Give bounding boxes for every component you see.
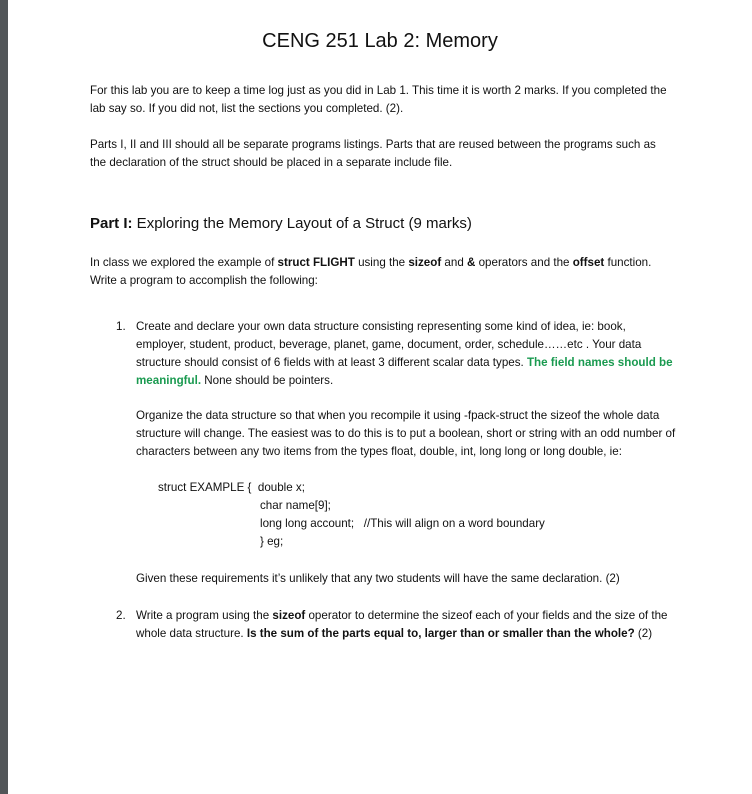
part1-title: Exploring the Memory Layout of a Struct (9 marks) (132, 215, 472, 232)
item2-question: Is the sum of the parts equal to, larger than or smaller than the whole? (246, 627, 635, 640)
item2-marks: (2) (634, 627, 653, 640)
part1-desc-text: and (441, 256, 467, 269)
item1-paragraph-requirements: Given these requirements it’s unlikely that any two students will have the same declaration. (2) (136, 572, 620, 585)
page-title: CENG 251 Lab 2: Memory (262, 30, 498, 52)
part1-desc-text: function. Write a program to accomplish the following: (90, 256, 652, 287)
item1-paragraph-organize: Organize the data structure so that when you recompile it using -fpack-struct the sizeof the whole data structure will change. The easiest was to do this is to put a boolean, short or string with an odd number of characters between any two items from the types float, double, int, long long or long double, ie: (136, 409, 676, 458)
part1-heading (90, 214, 690, 234)
item2-number: 2. (116, 609, 126, 622)
item2-text-part: Write a program using the (136, 609, 273, 622)
item1-text-part: Create and declare your own data structure consisting representing some kind of idea, ie: book, employer, student, product, beverage, planet, game, document, order, schedule……etc . Your data structure should consist of 6 fields with at least 3 different scalar data types. (136, 320, 642, 369)
part1-label: Part I: (90, 215, 133, 232)
item2-text (136, 607, 676, 643)
part1-desc-ampersand: & (467, 256, 476, 269)
code-line-end: } eg; (260, 535, 284, 548)
part1-desc-text: In class we explored the example of (90, 256, 278, 269)
intro-paragraph-time-log: For this lab you are to keep a time log just as you did in Lab 1. This time it is worth 2 marks. If you completed the lab say so. If you did not, list the sections you completed. (2). (90, 84, 667, 115)
intro-paragraph-separate-programs: Parts I, II and III should all be separate programs listings. Parts that are reused between the programs such as the declaration of the struct should be placed in a separate include file. (90, 138, 656, 169)
part1-desc-struct-flight: struct FLIGHT (277, 256, 355, 269)
part1-desc-text: using the (354, 256, 409, 269)
part1-desc-text: operators and the (475, 256, 573, 269)
item2-text-part: operator to determine the sizeof each of your fields and the size of the whole data structure. (136, 609, 668, 640)
document-page (8, 0, 752, 794)
item1-text-part: None should be pointers. (201, 374, 334, 387)
item1-highlight-field-names: The field names should be meaningful. (136, 356, 673, 387)
item2-sizeof: sizeof (272, 609, 306, 622)
code-line-name: char name[9]; (260, 499, 331, 512)
code-line-account: long long account; //This will align on a word boundary (260, 517, 545, 530)
item1-text (136, 318, 676, 390)
part1-desc-offset: offset (572, 256, 605, 269)
part1-description (90, 254, 670, 290)
code-line-struct: struct EXAMPLE { double x; (158, 481, 305, 494)
item1-number: 1. (116, 320, 126, 333)
part1-desc-sizeof: sizeof (408, 256, 442, 269)
